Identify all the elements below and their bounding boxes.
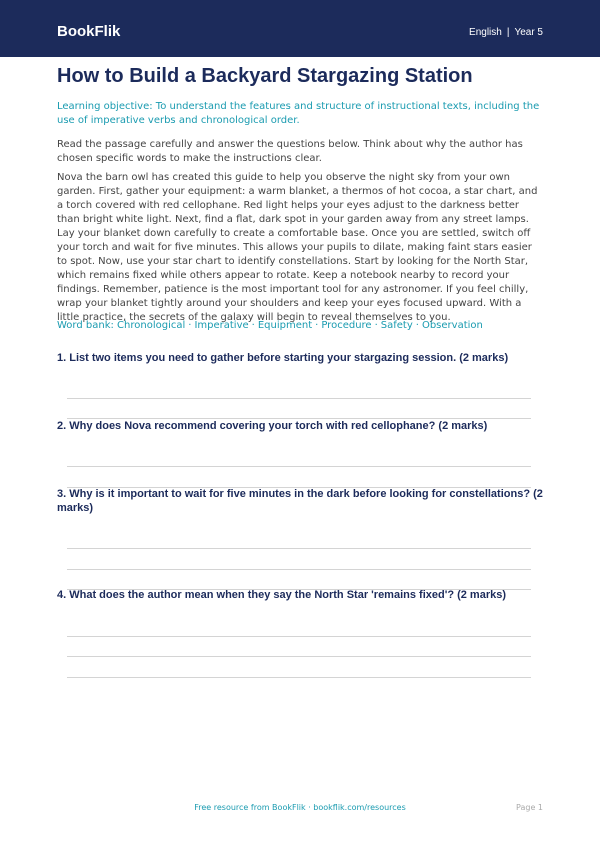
page-title: How to Build a Backyard Stargazing Station bbox=[57, 65, 473, 87]
word-separator: · bbox=[415, 320, 419, 331]
question-2: 2. Why does Nova recommend covering your torch with red cellophane? (2 marks) bbox=[57, 420, 488, 432]
answer-line[interactable] bbox=[67, 656, 531, 657]
question-1: 1. List two items you need to gather before starting your stargazing session. (2 marks) bbox=[57, 352, 509, 364]
word-separator: · bbox=[374, 320, 378, 331]
word-bank-word: Equipment bbox=[257, 320, 313, 331]
word-bank-word: Imperative bbox=[194, 320, 249, 331]
word-bank-word: Safety bbox=[380, 320, 413, 331]
word-bank-word: Observation bbox=[421, 320, 483, 331]
subject-label: English bbox=[469, 27, 502, 38]
year-label: Year 5 bbox=[514, 27, 543, 38]
word-bank bbox=[57, 319, 543, 333]
page-header bbox=[0, 0, 600, 57]
question-4: 4. What does the author mean when they say the North Star 'remains fixed'? (2 marks) bbox=[57, 589, 507, 601]
page-number: Page 1 bbox=[516, 803, 543, 812]
brand-logo-text: BookFlik bbox=[57, 23, 121, 40]
footer-credit: Free resource from BookFlik · bookflik.com/resources bbox=[194, 803, 406, 812]
subject-year-label bbox=[469, 27, 543, 38]
word-bank-label: Word bank: bbox=[57, 320, 114, 331]
answer-line[interactable] bbox=[67, 398, 531, 399]
answer-line[interactable] bbox=[67, 548, 531, 549]
answer-line[interactable] bbox=[67, 466, 531, 467]
reading-passage: Nova the barn owl has created this guide to help you observe the night sky from your own garden. First, gather your equipment: a warm blanket, a thermos of hot cocoa, a star chart, and a torch covered with red cellophane. Red light helps your eyes adjust to the darkness better than bright white light. Next, find a flat, dark spot in your garden away from any street lamps. Lay your blanket down carefully to create a comfortable base. Once you are settled, switch off your torch and wait for five minutes. This allows your pupils to dilate, making faint stars easier to spot. Now, use your star chart to identify constellations. Start by looking for the North Star, which remains fixed while others appear to rotate. Keep a notebook nearby to record your findings. Remember, patience is the most important tool for any astronomer. If you feel chilly, wrap your blanket tightly around your shoulders and keep your eyes focused upward. With a little practice, the secrets of the galaxy will begin to reveal themselves to you. bbox=[57, 172, 538, 323]
word-bank-word: Procedure bbox=[321, 320, 372, 331]
word-separator: · bbox=[251, 320, 255, 331]
meta-separator: | bbox=[506, 27, 510, 38]
learning-objective: Learning objective: To understand the features and structure of instructional texts, including the use of imperative verbs and chronological order. bbox=[57, 101, 540, 126]
word-separator: · bbox=[188, 320, 192, 331]
question-3: 3. Why is it important to wait for five minutes in the dark before looking for constellations? (2 marks) bbox=[57, 488, 543, 514]
answer-line[interactable] bbox=[67, 677, 531, 678]
word-separator: · bbox=[315, 320, 319, 331]
answer-line[interactable] bbox=[67, 636, 531, 637]
answer-line[interactable] bbox=[67, 569, 531, 570]
word-bank-word: Chronological bbox=[117, 320, 186, 331]
intro-instructions: Read the passage carefully and answer the questions below. Think about why the author has chosen specific words to make the instructions clear. bbox=[57, 139, 523, 164]
